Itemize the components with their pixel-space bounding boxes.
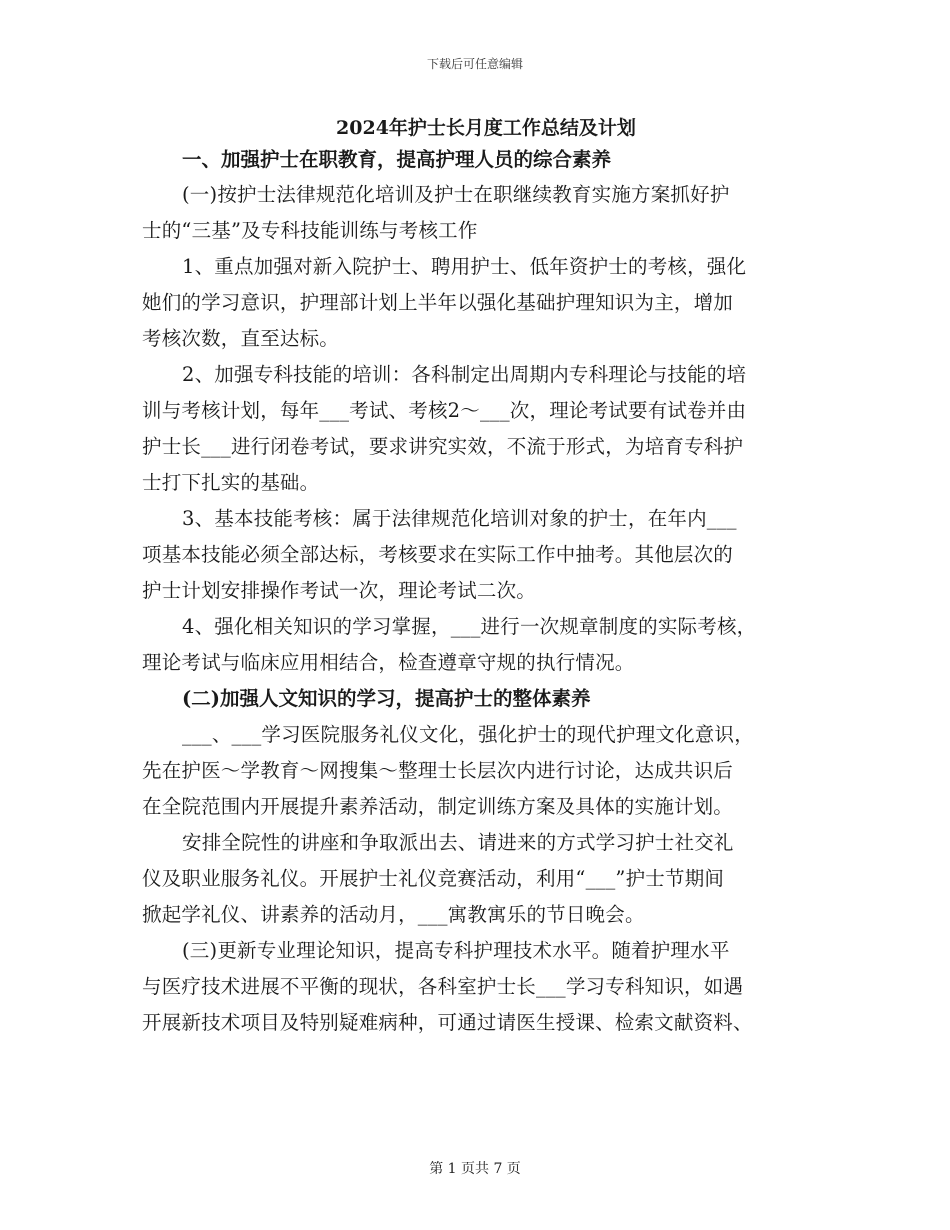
paragraph-3 <box>142 357 810 501</box>
paragraph-line: 在全院范围内开展提升素养活动，制定训练方案及具体的实施计划。 <box>142 795 734 818</box>
page-header: 下载后可任意编辑 <box>426 57 523 71</box>
paragraph-line: 先在护医～学教育～网搜集～整理士长层次内进行讨论，达成共识后 <box>142 759 734 782</box>
paragraph-line: 项基本技能必须全部达标，考核要求在实际工作中抽考。其他层次的 <box>142 543 734 566</box>
paragraph-4 <box>142 501 810 609</box>
paragraph-line: (一)按护士法律规范化培训及护士在职继续教育实施方案抓好护 <box>182 183 730 206</box>
paragraph-line: 与医疗技术进展不平衡的现状，各科室护士长___学习专科知识，如遇 <box>142 975 744 998</box>
paragraph-line: 4、强化相关知识的学习掌握，___进行一次规章制度的实际考核， <box>182 615 757 638</box>
paragraph-line: 士的“三基”及专科技能训练与考核工作 <box>142 219 478 242</box>
paragraph-6 <box>142 717 810 825</box>
paragraph-line: 仪及职业服务礼仪。开展护士礼仪竞赛活动，利用“___”护士节期间 <box>142 867 725 890</box>
document-body <box>142 113 810 1041</box>
paragraph-1 <box>142 177 810 249</box>
paragraph-line: 理论考试与临床应用相结合，检查遵章守规的执行情况。 <box>142 651 635 674</box>
paragraph-line: 2、加强专科技能的培训：各科制定出周期内专科理论与技能的培 <box>182 363 747 386</box>
paragraph-line: 护士计划安排操作考试一次，理论考试二次。 <box>142 579 537 602</box>
paragraph-line: (三)更新专业理论知识，提高专科护理技术水平。随着护理水平 <box>182 939 730 962</box>
paragraph-2 <box>142 249 810 357</box>
document-title: 2024年护士长月度工作总结及计划 <box>336 117 636 139</box>
paragraph-line: ___、___学习医院服务礼仪文化，强化护士的现代护理文化意识， <box>182 723 754 746</box>
paragraph-line: 1、重点加强对新入院护士、聘用护士、低年资护士的考核，强化 <box>182 255 747 278</box>
paragraph-line: 开展新技术项目及特别疑难病种，可通过请医生授课、检索文献资料、 <box>142 1011 753 1034</box>
paragraph-line: 3、基本技能考核：属于法律规范化培训对象的护士，在年内___ <box>182 507 737 530</box>
paragraph-7 <box>142 825 810 933</box>
paragraph-5 <box>142 609 810 681</box>
paragraph-8 <box>142 933 810 1041</box>
sub-heading-2: (二)加强人文知识的学习，提高护士的整体素养 <box>182 687 591 710</box>
paragraph-line: 掀起学礼仪、讲素养的活动月，___寓教寓乐的节日晚会。 <box>142 903 645 926</box>
paragraph-line: 考核次数，直至达标。 <box>142 327 340 350</box>
section-heading-1: 一、加强护士在职教育，提高护理人员的综合素养 <box>182 148 612 171</box>
page-footer: 第 1 页共 7 页 <box>429 1161 521 1177</box>
paragraph-line: 她们的学习意识，护理部计划上半年以强化基础护理知识为主，增加 <box>142 291 734 314</box>
paragraph-line: 护士长___进行闭卷考试，要求讲究实效，不流于形式，为培育专科护 <box>142 435 744 458</box>
paragraph-line: 训与考核计划，每年___考试、考核2～___次，理论考试要有试卷并由 <box>142 399 747 422</box>
paragraph-line: 安排全院性的讲座和争取派出去、请进来的方式学习护士社交礼 <box>182 831 734 854</box>
paragraph-line: 士打下扎实的基础。 <box>142 471 320 494</box>
